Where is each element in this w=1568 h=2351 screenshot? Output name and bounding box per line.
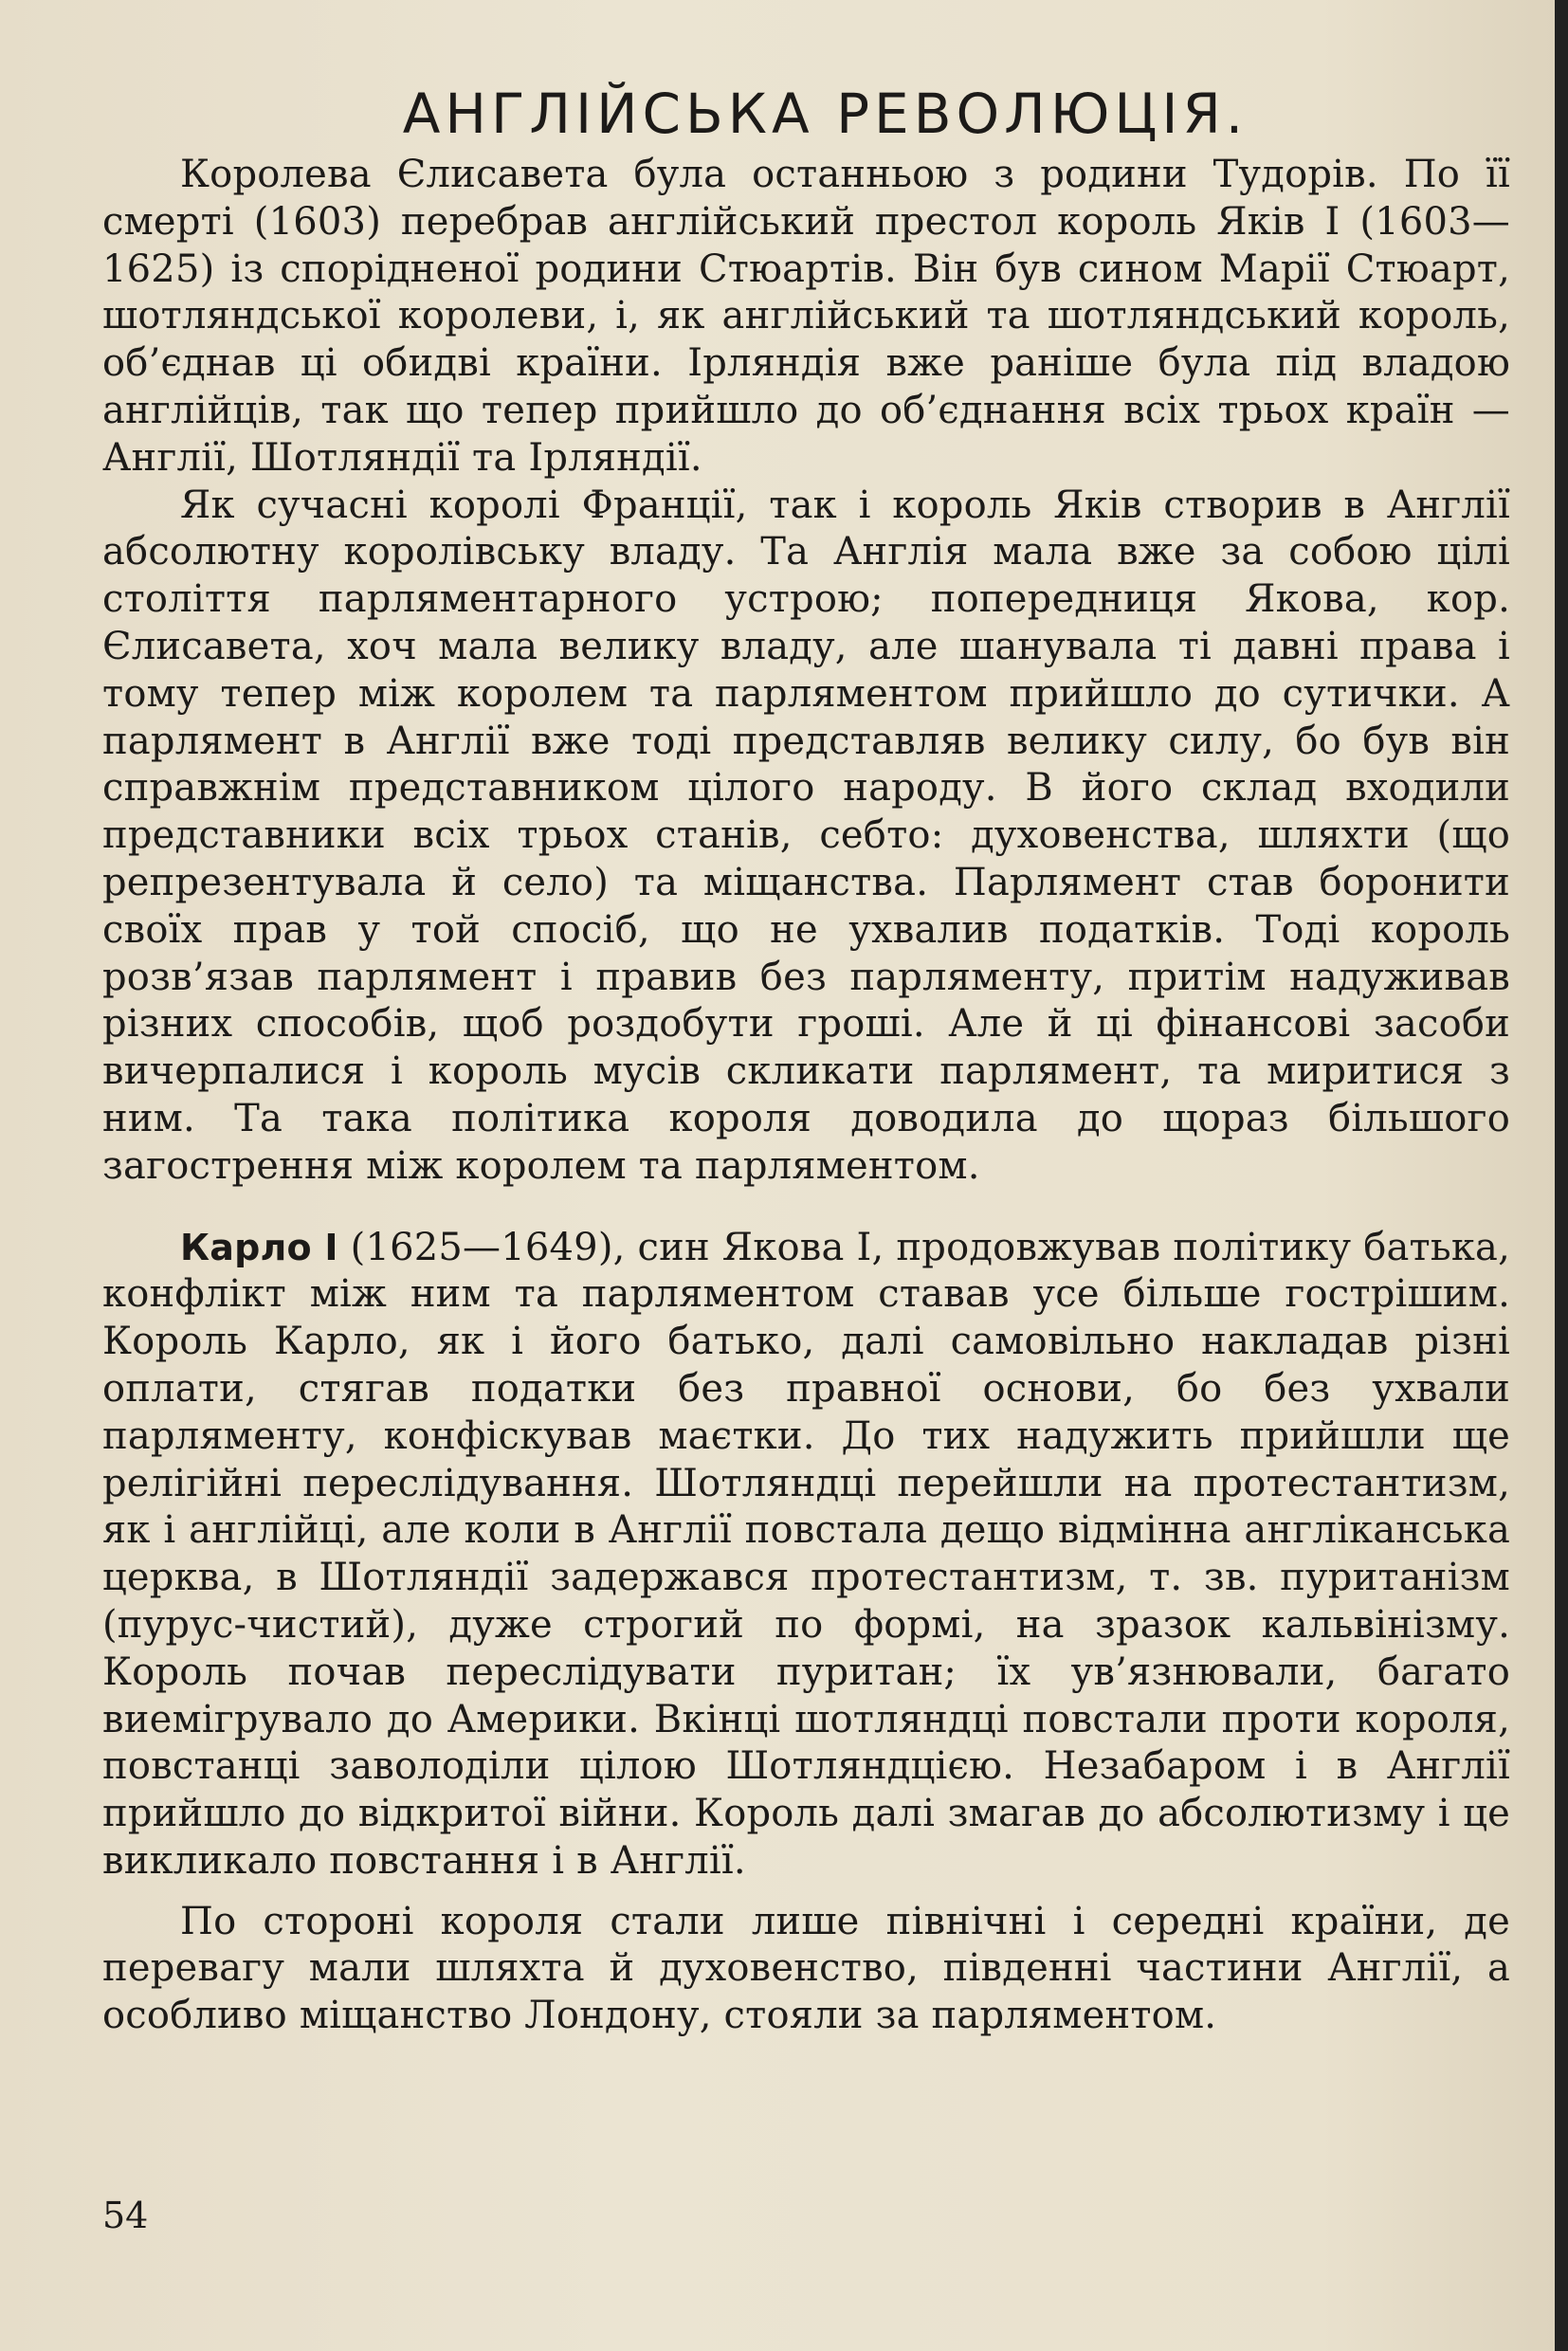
book-spine-shadow [1555, 0, 1568, 2351]
paragraph-4: По стороні короля стали лише північні і середні країни, де перевагу мали шляхта й духовенство, південні частини Англії, а особливо міщанство Лондону, стояли за парляментом. [102, 1899, 1510, 2038]
paragraph-2: Як сучасні королі Франції, так і король Яків створив в Англії абсолютну королівську владу. Та Англія мала вже за собою цілі століття парляментарного устрою; попередниця Якова, кор. Єлисавета, хоч мала велику владу, але шанувала ті давні права і тому тепер між королем та парляментом прийшло до сутички. А парлямент в Англії вже тоді представляв велику силу, бо був він справжнім представником цілого народу. В його склад входили представники всіх трьох станів, себто: духовенства, шляхти (що репрезентувала й село) та міщанства. Парлямент став боронити своїх прав у той спосіб, що не ухвалив податків. Тоді король розв’язав парлямент і правив без парляменту, притім надуживав різних способів, щоб роздобути гроші. Але й ці фінансові засоби вичерпалися і король мусів скликати парлямент, та миритися з ним. Та така політика короля доводила до щораз більшого загострення між королем та парляментом. [102, 483, 1510, 1188]
page-number: 54 [102, 2195, 149, 2236]
chapter-title: АНГЛІЙСЬКА РЕВОЛЮЦІЯ. [402, 82, 1249, 146]
paragraph-3-text: (1625—1649), син Якова I, продовжував політику батька, конфлікт між ним та парляментом ставав усе більше гострішим. Король Карло, як і його батько, далі самовільно накладав різні оплати, стягав податки без правної основи, бо без ухвали парляменту, конфіскував маєтки. До тих надужить прийшли ще релігійні переслідування. Шотляндці перейшли на протестантизм, як і англійці, але коли в Англії повстала дещо відмінна англіканська церква, в Шотляндії задержався протестантизм, т. зв. пуританізм (пурус-чистий), дуже строгий по формі, на зразок кальвінізму. Король почав переслідувати пуритан; їх ув’язнювали, багато виемігрувало до Америки. Вкінці шотляндці повстали проти короля, повстанці заволоділи цілою Шотляндцією. Незабаром і в Англії прийшло до відкритої війни. Король далі змагав до абсолютизму і це викликало повстання і в Англії. [102, 1225, 1510, 1883]
paragraph-3-lead-term: Карло I [180, 1226, 338, 1268]
paragraph-1: Королева Єлисавета була останньою з родини Тудорів. По її смерті (1603) перебрав англійський престол король Яків I (1603—1625) із спорідненої родини Стюартів. Він був сином Марії Стюарт, шотляндської королеви, і, як англійський та шотляндський король, об’єднав ці обидві країни. Ірляндія вже раніше була під владою англійців, так що тепер прийшло до об’єднання всіх трьох країн — Англії, Шотляндії та Ірляндії. [102, 153, 1510, 480]
paragraph-3 [102, 1225, 1510, 1886]
page-content [102, 78, 1510, 2040]
